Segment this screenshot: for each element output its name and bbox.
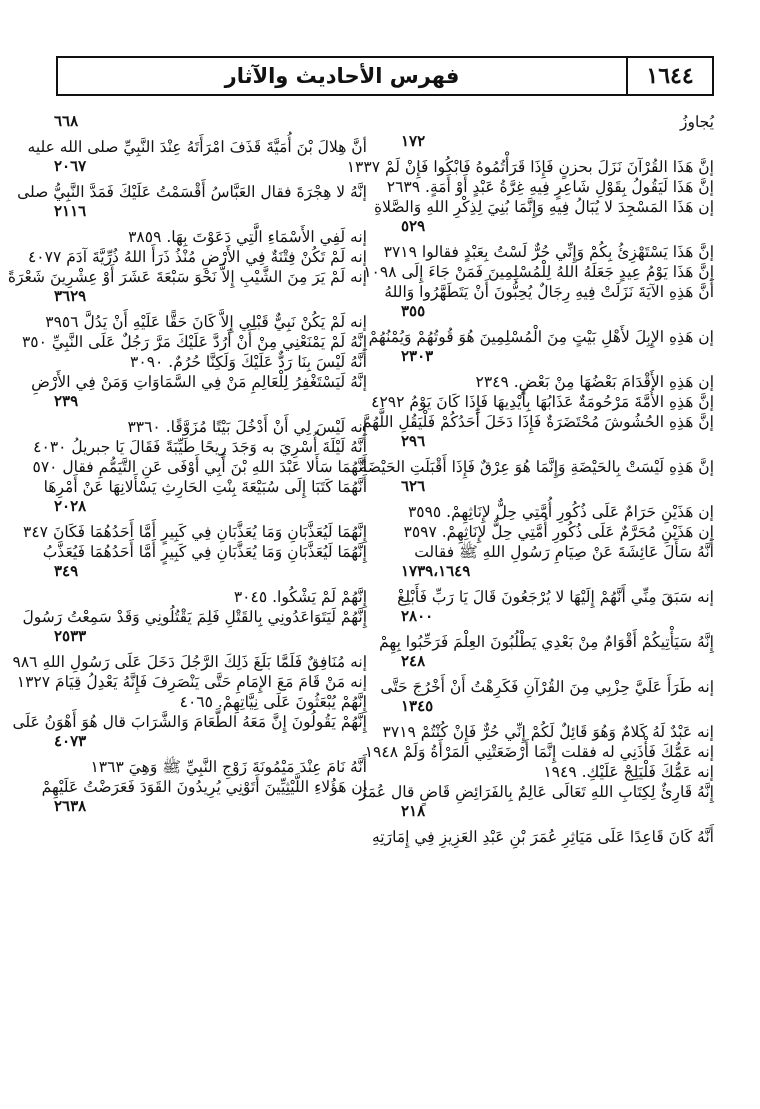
reference-number: ٦٦٨	[54, 112, 79, 130]
hadith-entry: إِنَّهُمَا لَيُعَذَّبَانِ وَمَا يُعَذَّبَانِ فِي كَبِيرٍ أَمَّا أَحَدُهُمَا فَيُعَذَّبُ	[42, 543, 367, 561]
hadith-entry: أَنَّهُ كَانَ قَاعِدًا عَلَى مَيَاثِرِ عُمَرَ بْنِ عَبْدِ العَزِيزِ فِي إِمَارَتِهِ	[371, 828, 714, 846]
hadith-entry: إِنَّهُمْ يَقُولُونَ إِنَّ مَعَهُ الطَّعَامَ وَالشَّرَابَ قال هُوَ أَهْوَنُ عَلَى	[12, 713, 367, 731]
hadith-entry: إِنَّهُمْ لَمْ يَشْكُوا. ٣٠٤٥	[233, 588, 367, 606]
left-column	[7, 112, 367, 822]
reference-number: ٢١١٦	[54, 202, 87, 220]
hadith-entry: إِنَّهُمَا لَيُعَذَّبَانِ وَمَا يُعَذَّبَانِ فِي كَبِيرٍ أَمَّا أَحَدُهُمَا فَكَانَ ٣٤٧	[23, 523, 367, 541]
reference-number: ٢٨٠٠	[401, 607, 434, 625]
hadith-entry: إن هَذِهِ الإِبِلَ لأَهْلِ بَيْتٍ مِنَ الْمُسْلِمِينَ هُوَ قُوتُهُمْ وَيُمْنُهُمْ	[368, 328, 714, 346]
hadith-entry: إن هَذِهِ الأَقْدَامَ بَعْضُهَا مِنْ بَعْضٍ. ٢٣٤٩	[475, 373, 714, 391]
hadith-entry: إِنَّهُمْ لَيَتَوَاعَدُونِي بِالقَتْلِ فَلِمَ يَقْتُلُونِي وَقَدْ سَمِعْتُ رَسُولَ	[22, 608, 367, 626]
hadith-entry: إنَّ هَذَا القُرْآنَ نَزَلَ بحزنٍ فَإِذَا قَرَأْتُمُوهُ فَابْكُوا فَإِنْ لَمْ ١٣٣٧	[346, 158, 714, 176]
hadith-entry: إنه مُنَافِقٌ فَلَمَّا بَلَغَ ذَلِكَ الرَّجُلَ دَخَلَ عَلَى رَسُولِ اللهِ ٩٨٦	[12, 653, 367, 671]
hadith-entry: إن هَذَيْنِ حَرَامٌ عَلَى ذُكُورِ أُمَّتِي حِلٌّ لإِنَاثِهِمْ. ٣٥٩٥	[407, 503, 714, 521]
reference-number: ٦٢٦	[401, 477, 426, 495]
page-title: فهرس الأحاديث والآثار	[224, 64, 460, 88]
reference-number: ٣٤٩	[54, 562, 79, 580]
hadith-entry: أَنَّهُمَا كَتَبَا إِلَى سُبَيْعَةَ بِنْتِ الحَارِثِ يَسْأَلانِهَا عَنْ أَمْرِهَا	[43, 478, 367, 496]
hadith-entry: إن هَذَيْنِ مُحَرَّمٌ عَلَى ذُكُورِ أُمَّتِي حِلٌّ لإِنَاثِهِمْ. ٣٥٩٧	[403, 523, 714, 541]
hadith-entry: إنَّ هَذَا يَسْتَهْزِئُ بِكُمْ وَإِنِّي حُرٌّ لَسْتُ بِعَبْدٍ فقالوا ٣٧١٩	[383, 243, 714, 261]
hadith-entry: أَنَّهُ لَيْلَةَ أُسْرِيَ به وَجَدَ رِيحًا طَيِّبَةً فَقَالَ يَا جبريلُ ٤٠٣٠	[33, 438, 367, 456]
reference-number: ٣٥٥	[401, 302, 426, 320]
hadith-entry: أنَّ هِلالَ بْنَ أُمَيَّةَ قَذَفَ امْرَأَتَهُ عِنْدَ النَّبِيِّ صلى الله عليه	[27, 138, 367, 156]
hadith-entry: إنه سَبَقَ مِنِّي أَنَّهُمْ إِلَيْهَا لا يُرْجَعُونَ قَالَ يَا رَبِّ فَأَبْلِغْ	[397, 588, 714, 606]
hadith-entry: إنَّهُ لَمْ يَمْنَعْنِي مِنْ أَنْ أَرُدَّ عَلَيْكَ مَرَّ رَجُلٌ عَلَى النَّبِيِّ ٣٥٠	[21, 333, 367, 351]
hadith-entry: إِنَّهُ قَارِئٌ لِكِتَابِ اللهِ تَعَالَى عَالِمٌ بِالفَرَائِضِ قَاضٍ قال عُمَرُ	[359, 783, 714, 801]
reference-number: ١٧٢	[401, 132, 426, 150]
hadith-entry: إنه طَرَأَ عَلَيَّ حِزْبِي مِنَ القُرْآنِ فَكَرِهْتُ أَنْ أَخْرُجَ حَتَّى	[380, 678, 714, 696]
reference-number: ٢٣٠٣	[401, 347, 434, 365]
hadith-entry: إن هَذَا المَسْجِدَ لا يُبَالُ فِيهِ وَإِنَّمَا بُنِيَ لِذِكْرِ اللهِ وَالصَّلاةِ	[373, 198, 714, 216]
hadith-entry: إنه عَمُّكَ فَأْذَنِي له فقلت إِنَّمَا أَرْضَعَتْنِي المَرْأَةُ وَلَمْ ١٩٤٨	[364, 743, 714, 761]
hadith-entry: أَنَّهُ نَامَ عِنْدَ مَيْمُونَةَ زَوْجِ النَّبِيِّ ﷺ وَهِيَ ١٣٦٣	[90, 758, 367, 776]
reference-number: ٢٠٢٨	[54, 497, 87, 515]
reference-number: ٢٥٣٣	[54, 627, 87, 645]
reference-number: ٣٦٢٩	[54, 287, 87, 305]
hadith-entry: إنه عَبْدٌ لَهُ كَلامٌ وَهُوَ قَائِلٌ لَكُمْ إِنِّي حُرٌّ فَإِنْ كُنْتُمْ ٣٧١٩	[382, 723, 714, 741]
hadith-entry: إن هَؤُلاءِ اللَّيْثِيِّينَ أَتَوْنِي يُرِيدُونَ القَوَدَ فَعَرَضْتُ عَلَيْهِمْ	[41, 778, 367, 796]
reference-number: ٢٣٩	[54, 392, 79, 410]
reference-number: ٥٢٩	[401, 217, 426, 235]
hadith-entry: أَنَّهُ لَيْسَ بِنَا رَدٌّ عَلَيْكَ وَلَكِنَّا حُرُمٌ. ٣٠٩٠	[130, 353, 367, 371]
hadith-entry: إنه لَمْ يَكُنْ نَبِيٌّ قَبْلِي إِلاَّ كَانَ حَقًّا عَلَيْهِ أَنْ يَدُلَّ ٣٩٥٦	[45, 313, 367, 331]
hadith-entry: إنه مَنْ قَامَ مَعَ الإِمَامِ حَتَّى يَنْصَرِفَ فَإِنَّهُ يَعْدِلُ قِيَامَ ١٣٢٧	[16, 673, 367, 691]
hadith-entry: إنَّ هَذَا لَيَقُولُ بِقَوْلِ شَاعِرٍ فِيهِ غِرَّةُ عَبْدٍ أَوْ أَمَةٍ. ٢٦٣٩	[386, 178, 714, 196]
right-column	[346, 112, 714, 847]
hadith-entry: إنه لَيْسَ لِي أَنْ أَدْخُلَ بَيْتًا مُزَوَّقًا. ٣٣٦٠	[127, 418, 367, 436]
reference-number: ٢١٨	[401, 802, 426, 820]
page-number: ١٦٤٤	[626, 58, 712, 94]
hadith-entry: إنه عَمُّكَ فَلْيَلِجْ عَلَيْكِ. ١٩٤٩	[543, 763, 714, 781]
hadith-entry: إنه لَمْ يَرَ مِنَ الشَّيْبِ إِلاَّ نَحْوَ سَبْعَةَ عَشَرَ أَوْ عِشْرِينَ شَعْرَةً	[7, 268, 367, 286]
hadith-entry: إنَّ هَذِهِ الحُشُوشَ مُحْتَضَرَةٌ فَإِذَا دَخَلَ أَحَدُكُمْ فَلْيَقُلِ اللَّهُمَّ	[361, 413, 714, 431]
hadith-entry: إنه لَفِي الأَسْمَاءِ الَّتِي دَعَوْتَ بِهَا. ٣٨٥٩	[128, 228, 367, 246]
hadith-entry: إِنَّهُ سَيَأْتِيكُمْ أَقْوَامٌ مِنْ بَعْدِي يَطْلُبُونَ العِلْمَ فَرَحِّبُوا بِهِمْ	[379, 633, 714, 651]
hadith-entry: إنه لَمْ تَكُنْ فِتْنَةٌ فِي الأَرْضِ مُنْذُ ذَرَأَ اللهُ ذُرِّيَّةَ آدَمَ ٤٠٧٧	[27, 248, 367, 266]
hadith-entry: إنَّ هَذِهِ الأُمَّةَ مَرْحُومَةٌ عَذَابُهَا بِأَيْدِيهَا فَإِذَا كَانَ يَوْمُ ٤٢٩٢	[371, 393, 714, 411]
reference-number: ٤٠٧٣	[54, 732, 87, 750]
hadith-entry: أَنَّهُ سَأَلَ عَائِشَةَ عَنْ صِيَامِ رَسُولِ اللهِ ﷺ فقالت	[414, 543, 714, 561]
hadith-entry: إنَّهُ لا هِجْرَةَ فقال العَبَّاسُ أَقْسَمْتُ عَلَيْكَ فَمَدَّ النَّبِيُّ صلى	[17, 183, 367, 201]
hadith-entry: إنَّ هَذَا يَوْمُ عِيدٍ جَعَلَهُ اللهُ لِلْمُسْلِمِينَ فَمَنْ جَاءَ إِلَى ١٠٩٨	[363, 263, 714, 281]
hadith-entry: يُجاوزُ	[679, 113, 714, 131]
reference-number: ٢٠٦٧	[54, 157, 87, 175]
reference-number: ١٧٣٩،١٦٤٩	[401, 562, 471, 580]
hadith-entry: إِنَّهُمْ يُبْعَثُونَ عَلَى نِيَّاتِهِمْ. ٤٠٦٥	[179, 693, 367, 711]
reference-number: ٢٩٦	[401, 432, 426, 450]
hadith-entry: أَنَّ هَذِهِ الآيَةَ نَزَلَتْ فِيهِ رِجَالٌ يُحِبُّونَ أَنْ يَتَطَهَّرُوا وَاللهُ	[384, 283, 714, 301]
reference-number: ٢٤٨	[401, 652, 426, 670]
hadith-entry: أَنَّهُمَا سَأَلا عَبْدَ اللهِ بْنَ أَبِي أَوْفَى عَنِ التَّيَمُّمِ فقال ٥٧٠	[32, 458, 367, 476]
page-header	[56, 56, 714, 96]
hadith-entry: إنَّ هَذِهِ لَيْسَتْ بِالحَيْضَةِ وَإِنَّمَا هُوَ عِرْقٌ فَإِذَا أَقْبَلَتِ الحَيْضَةُ	[359, 458, 714, 476]
hadith-entry: إنَّهُ لَيَسْتَغْفِرُ لِلْعَالِمِ مَنْ فِي السَّمَاوَاتِ وَمَنْ فِي الأَرْضِ	[31, 373, 367, 391]
reference-number: ١٣٤٥	[401, 697, 434, 715]
reference-number: ٢٦٣٨	[54, 797, 87, 815]
